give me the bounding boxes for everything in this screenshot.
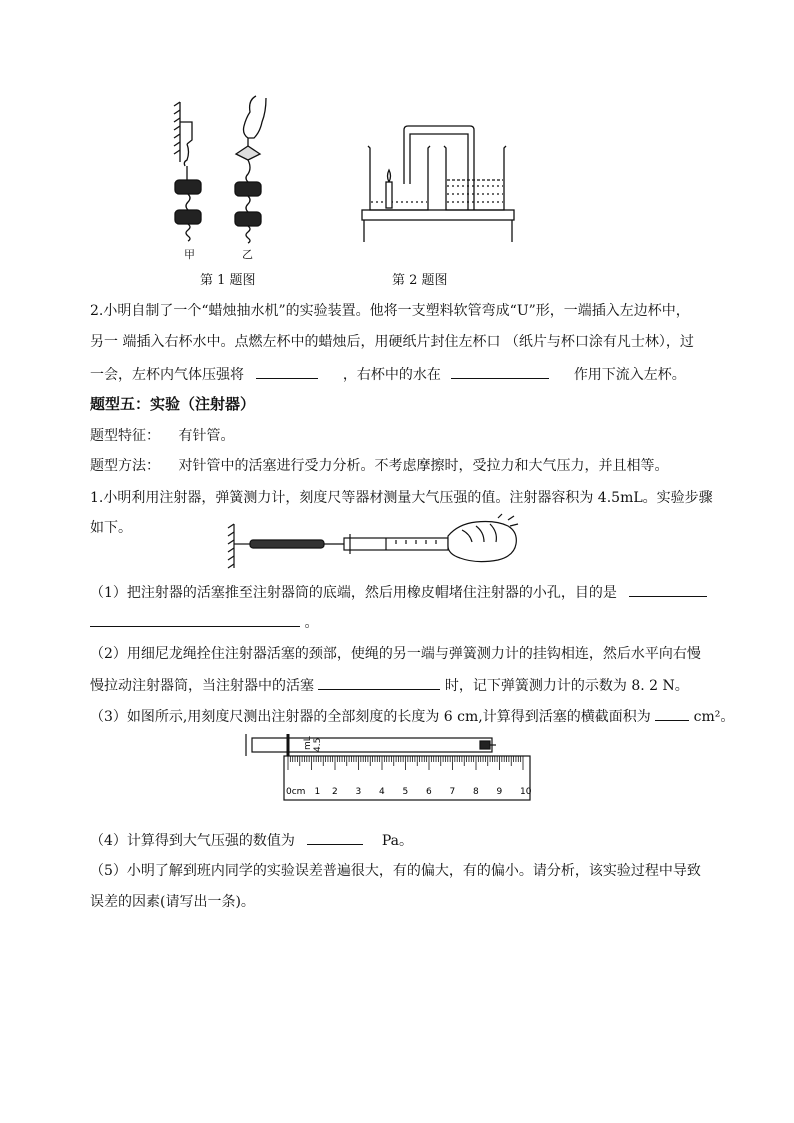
label-jia: 甲: [184, 248, 195, 261]
p3-blank[interactable]: [655, 706, 689, 721]
feature-label: 题型特征：: [90, 428, 160, 444]
figure-1-caption: 第 1 题图: [200, 273, 256, 288]
q1-p3: [90, 706, 734, 727]
q2-blank-force[interactable]: [451, 364, 549, 379]
ruler-number-label: 4: [379, 787, 385, 797]
p2-blank[interactable]: [318, 675, 440, 690]
ruler-number-label: 2: [332, 787, 338, 797]
ruler-number-label: 8: [473, 787, 479, 797]
q2-text-c: 作用下流入左杯。: [573, 367, 686, 383]
method-text: 对针管中的活塞进行受力分析。不考虑摩擦时，受拉力和大气压力，并且相等。: [178, 458, 669, 474]
ruler-number-label: 9: [496, 787, 503, 797]
q2-blank-pressure[interactable]: [256, 364, 318, 379]
p2-text-b: 时，记下弹簧测力计的示数为 8. 2 N。: [444, 678, 689, 694]
figure-1-jia: [174, 102, 201, 241]
q1-p5-line2: 误差的因素(请写出一条)。: [90, 894, 255, 910]
ruler-number-label: 10: [520, 787, 532, 797]
figure-2-caption: 第 2 题图: [392, 273, 448, 288]
syringe-unit-label: mL: [303, 736, 313, 750]
p1-text: （1）把注射器的活塞推至注射器筒的底端，然后用橡皮帽堵住注射器的小孔，目的是: [90, 585, 617, 601]
p3-unit: cm²。: [693, 709, 735, 725]
label-yi: 乙: [242, 248, 253, 261]
syringe-mark-label: 4.5: [313, 737, 323, 752]
figure-1-weights: [170, 92, 280, 262]
section5-title: 题型五：实验（注射器）: [90, 395, 256, 413]
figure-1-yi: [235, 96, 266, 243]
q1-p2-line1: （2）用细尼龙绳拴住注射器活塞的颈部，使绳的另一端与弹簧测力计的挂钩相连，然后水平向右慢: [90, 646, 701, 662]
p4-unit: Pa。: [381, 833, 413, 849]
figure-2-apparatus: [360, 124, 520, 246]
p4-blank[interactable]: [307, 830, 363, 845]
ruler-number-label: 3: [355, 787, 362, 797]
q2-text-b: ，右杯中的水在: [342, 367, 441, 383]
syringe-experiment-figure: [226, 510, 526, 572]
q2-line3: [90, 364, 686, 385]
q1-intro2: 如下。: [90, 520, 132, 536]
p1-blank-a[interactable]: [629, 582, 707, 597]
q2-line2: 另一 端插入右杯水中。点燃左杯中的蜡烛后，用硬纸片封住左杯口 （纸片与杯口涂有凡士林），过: [90, 334, 694, 350]
feature-text: 有针管。: [178, 428, 235, 444]
q1-p1: [90, 582, 707, 603]
ruler-number-label: 5: [402, 787, 409, 797]
method-label: 题型方法：: [90, 458, 160, 474]
p1-blank-b[interactable]: [90, 612, 300, 627]
ruler-number-label: 1: [314, 787, 321, 797]
syringe-ruler-figure: [244, 730, 534, 802]
ruler-number-label: 6: [426, 787, 432, 797]
section5-method: [90, 456, 668, 476]
p3-text: （3）如图所示,用刻度尺测出注射器的全部刻度的长度为 6 cm,计算得到活塞的横截面积为: [90, 709, 651, 725]
p4-text: （4）计算得到大气压强的数值为: [90, 833, 295, 849]
q1-p5-line1: （5）小明了解到班内同学的实验误差普遍很大，有的偏大，有的偏小。请分析，该实验过程中导致: [90, 863, 701, 879]
q2-line1: 2.小明自制了一个“蜡烛抽水机”的实验装置。他将一支塑料软管弯成“U”形，一端插入左边杯中，: [90, 303, 690, 319]
p1-end: 。: [304, 615, 319, 631]
ruler-number-label: 7: [449, 787, 456, 797]
q1-p2-line2: [90, 675, 689, 696]
q2-text-a: 一会，左杯内气体压强将: [90, 367, 244, 383]
section5-feature: [90, 426, 234, 446]
q1-intro1: 1.小明利用注射器，弹簧测力计，刻度尺等器材测量大气压强的值。注射器容积为 4.5mL。实验步骤: [90, 490, 713, 506]
q1-p4: [90, 830, 413, 851]
p2-text-a: 慢拉动注射器筒，当注射器中的活塞: [90, 678, 314, 694]
ruler-zero-label: 0cm: [286, 787, 306, 797]
q1-p1-cont: [90, 612, 318, 633]
